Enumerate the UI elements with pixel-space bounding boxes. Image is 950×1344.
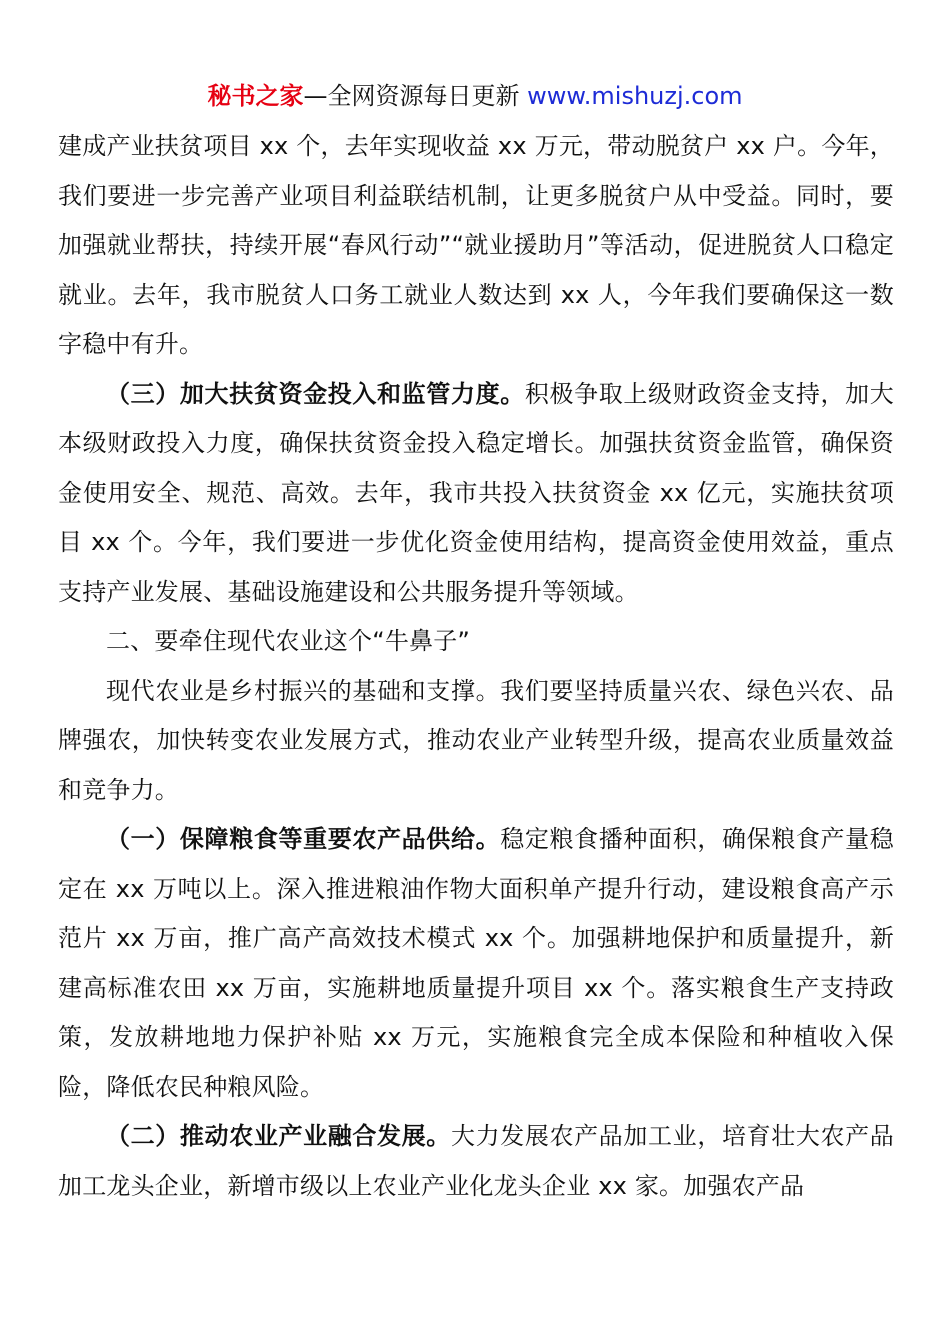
section-heading: （一）保障粮食等重要农产品供给。 <box>106 825 501 853</box>
paragraph-text: 积极争取上级财政资金支持，加大本级财政投入力度，确保扶贫资金投入稳定增长。加强扶贫资金监管，确保资金使用安全、规范、高效。去年，我市共投入扶贫资金 xx 亿元，实施扶贫项目 xx 个。今年，我们要进一步优化资金使用结构，提高资金使用效益，重点支持产业发展、基础设施建设和公共服务提升等领域。 <box>58 379 894 606</box>
paragraph-4 <box>58 667 894 816</box>
site-brand: 秘书之家 <box>207 82 304 110</box>
paragraph-5 <box>58 815 894 1112</box>
paragraph-1 <box>58 122 894 370</box>
section-heading: （三）加大扶贫资金投入和监管力度。 <box>106 379 525 408</box>
paragraph-text: 大力发展农产品加工业，培育壮大农产品加工龙头企业，新增市级以上农业产业化龙头企业 xx 家。加强农产品 <box>58 1122 894 1200</box>
site-url[interactable]: www.mishuzj.com <box>527 82 743 110</box>
paragraph-6 <box>58 1112 894 1211</box>
site-tagline: —全网资源每日更新 <box>303 82 528 110</box>
paragraph-text: 稳定粮食播种面积，确保粮食产量稳定在 xx 万吨以上。深入推进粮油作物大面积单产提升行动，建设粮食高产示范片 xx 万亩，推广高产高效技术模式 xx 个。加强耕地保护和质量提升，新建高标准农田 xx 万亩，实施耕地质量提升项目 xx 个。落实粮食生产支持政策，发放耕地地力保护补贴 xx 万元，实施粮食完全成本保险和种植收入保险，降低农民种粮风险。 <box>58 825 894 1101</box>
paragraph-2 <box>58 370 894 618</box>
paragraph-text: 建成产业扶贫项目 xx 个，去年实现收益 xx 万元，带动脱贫户 xx 户。今年，我们要进一步完善产业项目利益联结机制，让更多脱贫户从中受益。同时，要加强就业帮扶，持续开展“春风行动”“就业援助月”等活动，促进脱贫人口稳定就业。去年，我市脱贫人口务工就业人数达到 xx 人，今年我们要确保这一数字稳中有升。 <box>58 132 894 358</box>
document-body <box>58 122 894 1211</box>
paragraph-text: 现代农业是乡村振兴的基础和支撑。我们要坚持质量兴农、绿色兴农、品牌强农，加快转变农业发展方式，推动农业产业转型升级，提高农业质量效益和竞争力。 <box>58 676 894 804</box>
site-header <box>0 80 950 112</box>
chapter-heading <box>58 617 894 667</box>
chapter-heading-text: 二、要牵住现代农业这个“牛鼻子” <box>106 627 471 655</box>
section-heading: （二）推动农业产业融合发展。 <box>106 1122 451 1150</box>
